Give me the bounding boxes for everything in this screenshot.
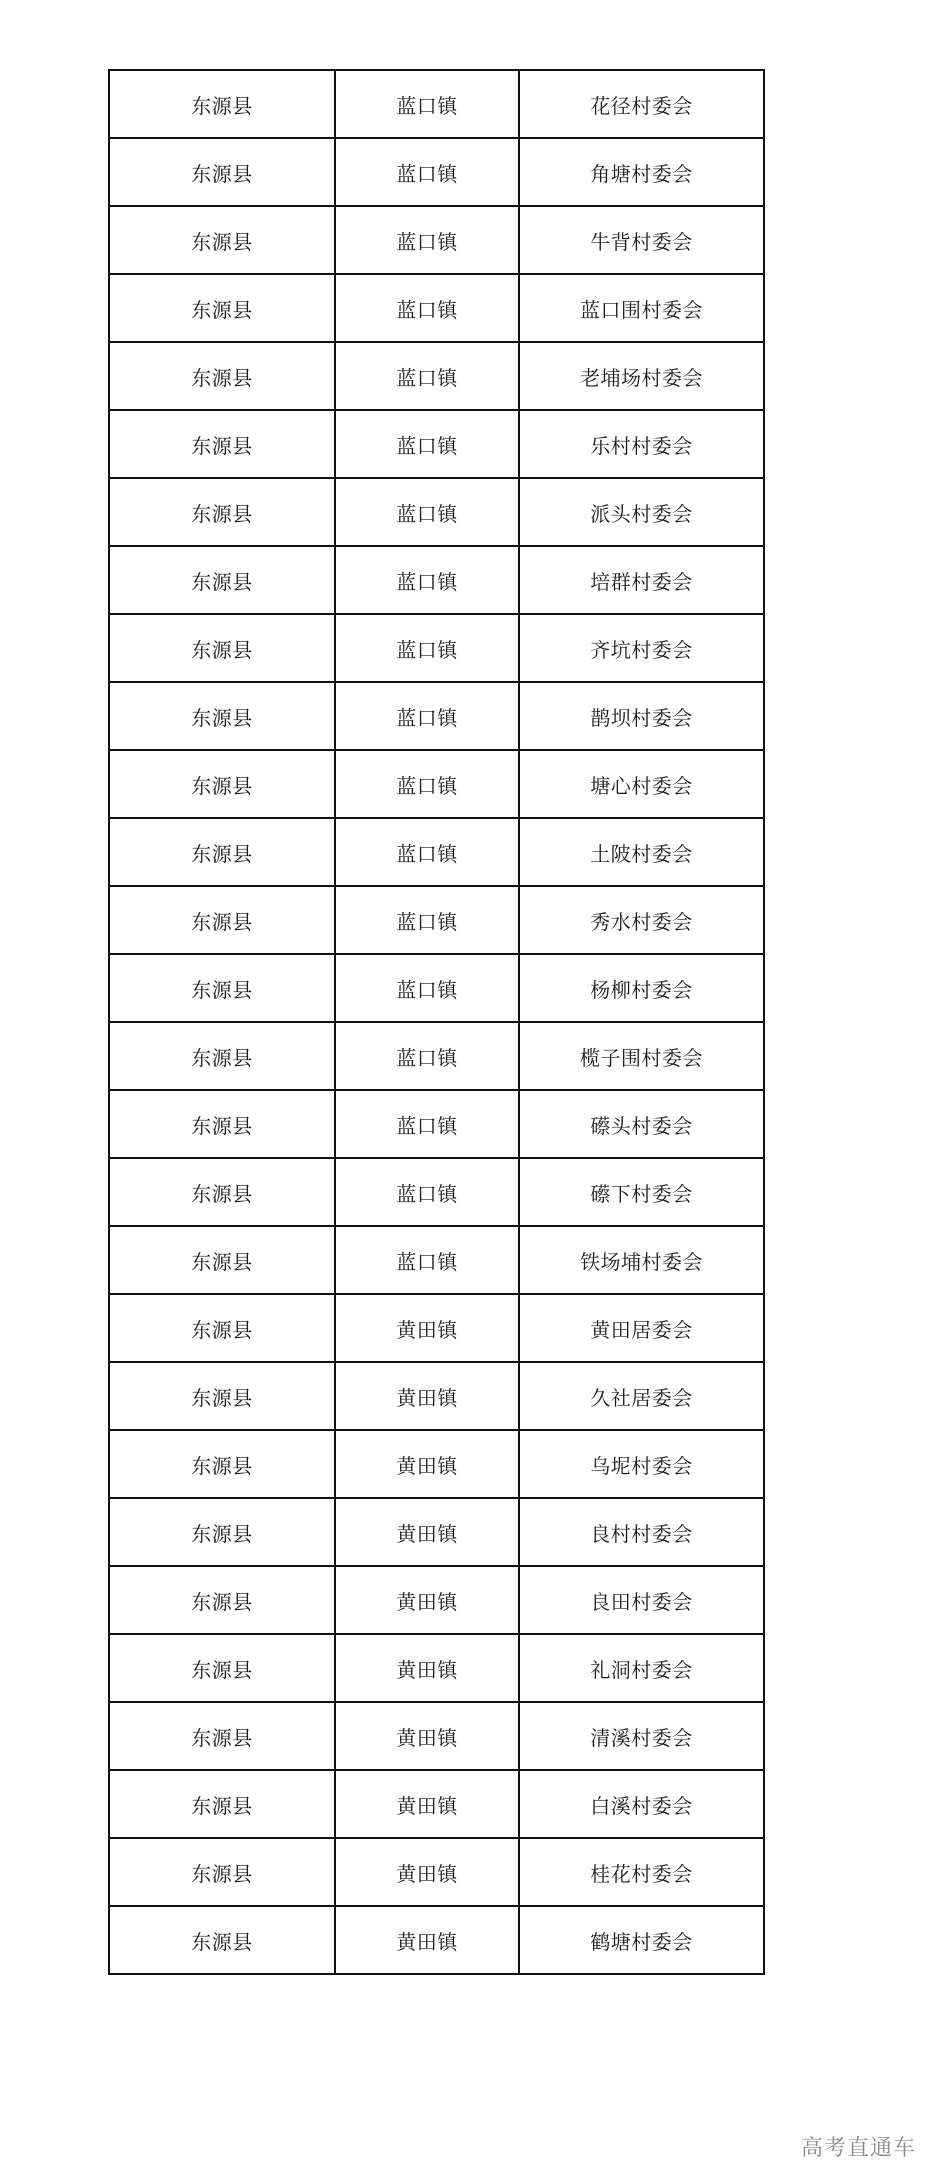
town-cell: 黄田镇 xyxy=(335,1906,519,1974)
county-cell: 东源县 xyxy=(109,342,335,410)
town-cell: 蓝口镇 xyxy=(335,1226,519,1294)
county-cell: 东源县 xyxy=(109,1294,335,1362)
county-cell: 东源县 xyxy=(109,1770,335,1838)
town-cell: 蓝口镇 xyxy=(335,70,519,138)
committee-cell: 久社居委会 xyxy=(519,1362,764,1430)
committee-cell: 桂花村委会 xyxy=(519,1838,764,1906)
table-row xyxy=(109,1702,764,1770)
committee-cell: 礤下村委会 xyxy=(519,1158,764,1226)
committee-cell: 清溪村委会 xyxy=(519,1702,764,1770)
town-cell: 黄田镇 xyxy=(335,1294,519,1362)
committee-cell: 角塘村委会 xyxy=(519,138,764,206)
table-row xyxy=(109,886,764,954)
town-cell: 黄田镇 xyxy=(335,1362,519,1430)
table-row xyxy=(109,1838,764,1906)
town-cell: 蓝口镇 xyxy=(335,410,519,478)
county-cell: 东源县 xyxy=(109,750,335,818)
committee-cell: 黄田居委会 xyxy=(519,1294,764,1362)
county-cell: 东源县 xyxy=(109,1022,335,1090)
town-cell: 黄田镇 xyxy=(335,1770,519,1838)
county-cell: 东源县 xyxy=(109,1158,335,1226)
committee-cell: 乐村村委会 xyxy=(519,410,764,478)
town-cell: 蓝口镇 xyxy=(335,614,519,682)
table-row xyxy=(109,342,764,410)
county-cell: 东源县 xyxy=(109,1430,335,1498)
county-cell: 东源县 xyxy=(109,1090,335,1158)
committee-cell: 白溪村委会 xyxy=(519,1770,764,1838)
committee-cell: 牛背村委会 xyxy=(519,206,764,274)
table-row xyxy=(109,954,764,1022)
table-row xyxy=(109,1770,764,1838)
committee-cell: 榄子围村委会 xyxy=(519,1022,764,1090)
county-cell: 东源县 xyxy=(109,1838,335,1906)
county-cell: 东源县 xyxy=(109,614,335,682)
table-row xyxy=(109,138,764,206)
county-cell: 东源县 xyxy=(109,1906,335,1974)
committee-cell: 齐坑村委会 xyxy=(519,614,764,682)
committee-cell: 礤头村委会 xyxy=(519,1090,764,1158)
county-cell: 东源县 xyxy=(109,1362,335,1430)
table-row xyxy=(109,1566,764,1634)
committee-cell: 良田村委会 xyxy=(519,1566,764,1634)
town-cell: 蓝口镇 xyxy=(335,138,519,206)
county-cell: 东源县 xyxy=(109,1702,335,1770)
table-row xyxy=(109,750,764,818)
town-cell: 蓝口镇 xyxy=(335,478,519,546)
town-cell: 蓝口镇 xyxy=(335,682,519,750)
table-row xyxy=(109,614,764,682)
county-cell: 东源县 xyxy=(109,1226,335,1294)
town-cell: 黄田镇 xyxy=(335,1634,519,1702)
committee-cell: 老埔场村委会 xyxy=(519,342,764,410)
town-cell: 黄田镇 xyxy=(335,1566,519,1634)
village-table xyxy=(108,69,765,1975)
table-row xyxy=(109,1430,764,1498)
committee-cell: 秀水村委会 xyxy=(519,886,764,954)
town-cell: 蓝口镇 xyxy=(335,1022,519,1090)
table-row xyxy=(109,818,764,886)
town-cell: 黄田镇 xyxy=(335,1838,519,1906)
village-table-body xyxy=(109,70,764,1974)
county-cell: 东源县 xyxy=(109,1634,335,1702)
village-table-container xyxy=(108,69,763,1975)
county-cell: 东源县 xyxy=(109,954,335,1022)
committee-cell: 礼洞村委会 xyxy=(519,1634,764,1702)
county-cell: 东源县 xyxy=(109,138,335,206)
town-cell: 蓝口镇 xyxy=(335,274,519,342)
committee-cell: 鹊坝村委会 xyxy=(519,682,764,750)
table-row xyxy=(109,1294,764,1362)
county-cell: 东源县 xyxy=(109,70,335,138)
county-cell: 东源县 xyxy=(109,274,335,342)
table-row xyxy=(109,1362,764,1430)
table-row xyxy=(109,1158,764,1226)
town-cell: 黄田镇 xyxy=(335,1498,519,1566)
table-row xyxy=(109,1906,764,1974)
committee-cell: 铁场埔村委会 xyxy=(519,1226,764,1294)
town-cell: 蓝口镇 xyxy=(335,750,519,818)
town-cell: 蓝口镇 xyxy=(335,1090,519,1158)
committee-cell: 良村村委会 xyxy=(519,1498,764,1566)
county-cell: 东源县 xyxy=(109,1498,335,1566)
county-cell: 东源县 xyxy=(109,410,335,478)
table-row xyxy=(109,546,764,614)
table-row xyxy=(109,70,764,138)
county-cell: 东源县 xyxy=(109,682,335,750)
county-cell: 东源县 xyxy=(109,206,335,274)
town-cell: 蓝口镇 xyxy=(335,1158,519,1226)
county-cell: 东源县 xyxy=(109,546,335,614)
table-row xyxy=(109,274,764,342)
committee-cell: 花径村委会 xyxy=(519,70,764,138)
committee-cell: 乌坭村委会 xyxy=(519,1430,764,1498)
town-cell: 黄田镇 xyxy=(335,1702,519,1770)
committee-cell: 蓝口围村委会 xyxy=(519,274,764,342)
table-row xyxy=(109,206,764,274)
committee-cell: 杨柳村委会 xyxy=(519,954,764,1022)
county-cell: 东源县 xyxy=(109,1566,335,1634)
committee-cell: 派头村委会 xyxy=(519,478,764,546)
table-row xyxy=(109,1090,764,1158)
town-cell: 蓝口镇 xyxy=(335,954,519,1022)
watermark-text: 高考直通车 xyxy=(800,2136,916,2161)
table-row xyxy=(109,1226,764,1294)
town-cell: 蓝口镇 xyxy=(335,886,519,954)
county-cell: 东源县 xyxy=(109,886,335,954)
table-row xyxy=(109,682,764,750)
table-row xyxy=(109,1022,764,1090)
county-cell: 东源县 xyxy=(109,478,335,546)
table-row xyxy=(109,410,764,478)
town-cell: 黄田镇 xyxy=(335,1430,519,1498)
table-row xyxy=(109,1634,764,1702)
table-row xyxy=(109,478,764,546)
town-cell: 蓝口镇 xyxy=(335,546,519,614)
county-cell: 东源县 xyxy=(109,818,335,886)
committee-cell: 培群村委会 xyxy=(519,546,764,614)
town-cell: 蓝口镇 xyxy=(335,818,519,886)
town-cell: 蓝口镇 xyxy=(335,342,519,410)
committee-cell: 土陂村委会 xyxy=(519,818,764,886)
town-cell: 蓝口镇 xyxy=(335,206,519,274)
table-row xyxy=(109,1498,764,1566)
committee-cell: 塘心村委会 xyxy=(519,750,764,818)
committee-cell: 鹤塘村委会 xyxy=(519,1906,764,1974)
